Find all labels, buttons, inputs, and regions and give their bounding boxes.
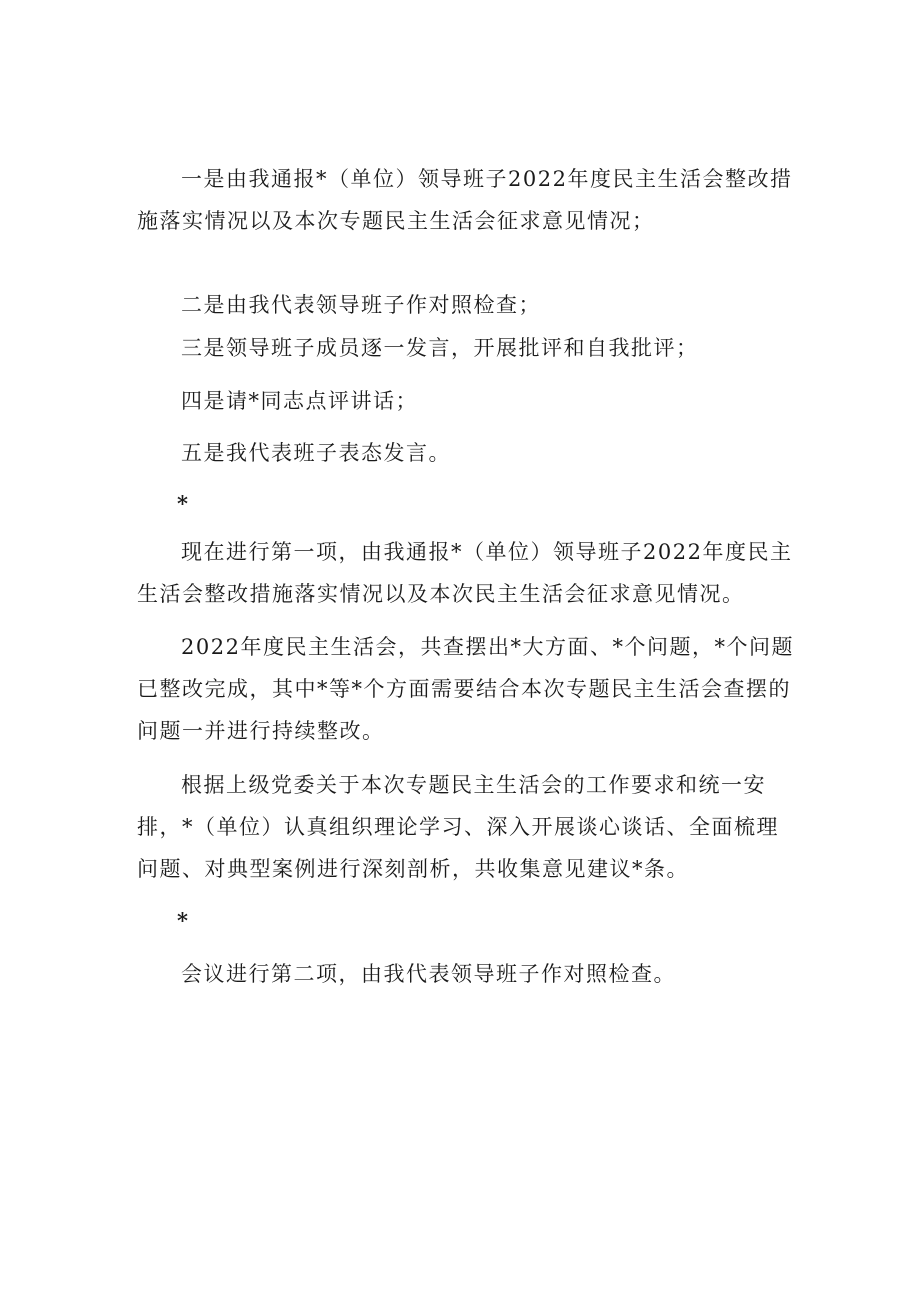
paragraph-work-arrangement: 根据上级党委关于本次专题民主生活会的工作要求和统一安排，*（单位）认真组织理论学习、深入开展谈心谈话、全面梳理问题、对典型案例进行深刻剖析，共收集意见建议*条。 (137, 773, 779, 881)
section-marker-1: * (177, 491, 188, 516)
paragraph-first-item: 现在进行第一项，由我通报*（单位）领导班子2022年度民主生活会整改措施落实情况以及本次民主生活会征求意见情况。 (137, 540, 793, 606)
agenda-item-2: 二是由我代表领导班子作对照检查； (181, 293, 541, 317)
agenda-item-5: 五是我代表班子表态发言。 (181, 441, 451, 465)
paragraph-second-item: 会议进行第二项，由我代表领导班子作对照检查。 (181, 962, 676, 986)
section-marker-2: * (177, 908, 188, 933)
agenda-item-3: 三是领导班子成员逐一发言，开展批评和自我批评； (181, 336, 699, 360)
agenda-item-4: 四是请*同志点评讲话； (181, 389, 418, 413)
paragraph-rectification-summary: 2022年度民主生活会，共查摆出*大方面、*个问题，*个问题已整改完成，其中*等*个方面需要结合本次专题民主生活会查摆的问题一并进行持续整改。 (137, 635, 794, 743)
agenda-item-1: 一是由我通报*（单位）领导班子2022年度民主生活会整改措施落实情况以及本次专题民主生活会征求意见情况； (137, 167, 793, 233)
